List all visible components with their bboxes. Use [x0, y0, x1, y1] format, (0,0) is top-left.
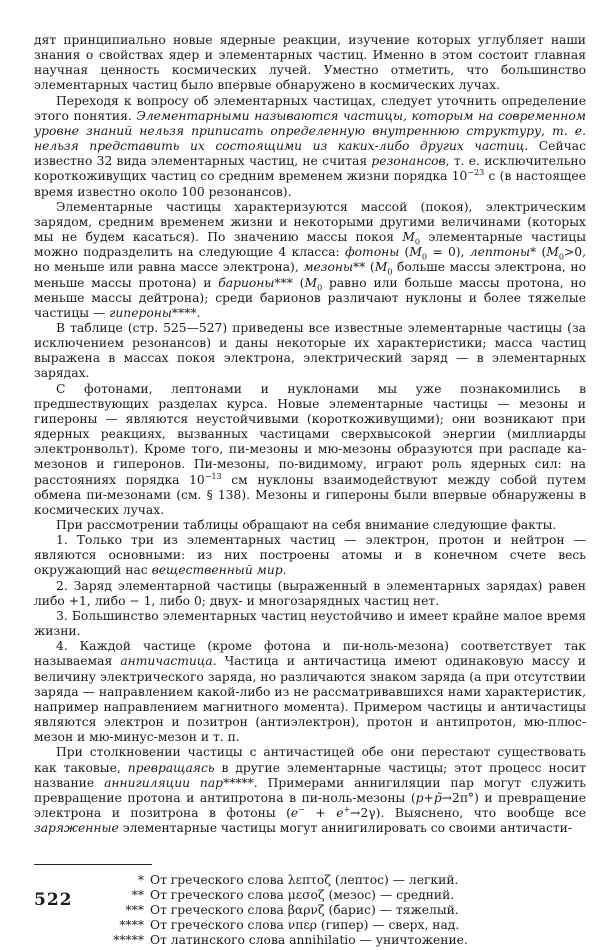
footnote — [74, 888, 586, 903]
italic-text: Элементарными называются частицы, которым на современном уровне знаний нельзя приписать определенную внутреннюю структуру, т. е. нельзя представить их состоящими из каких-либо других частиц. — [34, 108, 586, 154]
text-run: ****. — [171, 305, 201, 320]
text-run: 1. Только три из элементарных частиц — электрон, протон и нейтрон — являются основными: из них построены атомы и в конечном счете весь окружающий нас — [34, 533, 586, 578]
footnote-mark: *** — [125, 903, 144, 918]
italic-text: вещественный мир — [151, 563, 283, 578]
italic-text: мезоны — [303, 260, 354, 275]
italic-text: аннигиляции пар — [104, 775, 224, 790]
italic-text: e — [336, 805, 344, 820]
text-run: →2π°) и превращение электрона и позитрона в фотоны ( — [34, 790, 586, 820]
text-run: больше массы электрона, но меньше массы протона) и — [34, 260, 586, 290]
italic-text: M — [374, 260, 388, 275]
footnote-mark: ***** — [113, 933, 144, 948]
text-run: ** ( — [353, 260, 375, 275]
italic-text: гипероны — [109, 305, 172, 320]
italic-text: лептоны — [469, 245, 530, 260]
italic-text: p̃ — [433, 790, 442, 805]
superscript: −13 — [204, 471, 222, 481]
body-text — [34, 33, 586, 836]
italic-text: фотоны — [345, 245, 400, 260]
text-run: При рассмотрении таблицы обращают на себя внимание следующие факты. — [56, 518, 557, 532]
paragraph — [34, 33, 586, 94]
text-run: с (в настоящее время известно около 100 резонансов). — [34, 169, 586, 199]
paragraph — [34, 321, 586, 382]
text-run: + — [304, 805, 337, 820]
paragraph — [34, 94, 586, 200]
text-run: см нуклоны взаимодействуют между собой путем обмена пи-мезонами (см. § 138). Мезоны и гипероны были впервые обнаружены в космических лучах. — [34, 472, 587, 517]
italic-text: p — [415, 790, 424, 805]
text-run: *****. Примерами аннигиляции пар могут служить превращение протона и антипротона в пи-ноль-мезоны ( — [34, 775, 586, 805]
text-run: *** ( — [274, 275, 305, 290]
paragraph — [34, 533, 586, 578]
footnote-text: От греческого слова μεσοζ (мезос) — средний. — [150, 888, 455, 903]
text-run: В таблице (стр. 525—527) приведены все известные элементарные частицы (за исключением резонансов) и даны некоторые их характеристики; масса частиц выражена в массах покоя электрона, электрический заряд — в элементарных зарядах. — [34, 320, 586, 381]
text-run: элементарные частицы можно подразделить на следующие 4 класса: — [34, 230, 586, 260]
paragraph — [34, 639, 586, 745]
text-run: Элементарные частицы характеризуются массой (покоя), электрическим зарядом, средним временем жизни и некоторыми другими величинами (которых мы не будем касаться). По значению массы покоя — [34, 199, 586, 245]
paragraph — [34, 200, 586, 321]
italic-text: M — [546, 245, 559, 260]
subscript: 0 — [414, 237, 421, 247]
footnote — [74, 918, 586, 933]
text-run: 3. Большинство элементарных частиц неустойчиво и имеет крайне малое время жизни. — [34, 608, 586, 639]
footnotes — [74, 873, 586, 948]
text-run: ( — [399, 245, 410, 260]
italic-text: M — [409, 245, 422, 260]
superscript: −23 — [467, 168, 485, 178]
footnote-mark: ** — [131, 888, 144, 903]
italic-text: M — [304, 275, 318, 290]
text-run: При столкновении частицы с античастицей обе они перестают существовать как таковые, — [34, 745, 586, 775]
text-run: * ( — [530, 245, 547, 260]
italic-text: превращаясь — [127, 760, 215, 775]
italic-text: античастица — [120, 654, 213, 669]
text-run: элементарные частицы могут аннигилировать со своими античасти- — [118, 821, 573, 836]
superscript: + — [343, 804, 351, 814]
page-number: 522 — [34, 890, 73, 910]
footnote-mark: **** — [119, 918, 144, 933]
text-run: Сейчас известно 32 вида элементарных частиц, не считая — [34, 139, 586, 169]
footnote-divider — [34, 864, 152, 865]
footnote — [74, 933, 586, 948]
text-run: >0, но меньше или равна массе электрона), — [34, 245, 586, 275]
text-run: С фотонами, лептонами и нуклонами мы уже познакомились в предшествующих разделах курса. Новые элементарные частицы — мезоны и гипероны — являются неустойчивыми (короткоживущими); они возникают при ядерных реакциях, вызванных частицами сверхвысокой энергии (миллиарды электронвольт). Кроме того, пи-мезоны и мю-мезоны образуются при распаде ка-мезонов и гиперонов. Пи-мезоны, по-видимому, играют роль ядерных сил: на расстояниях порядка 10 — [34, 381, 586, 487]
text-run: 2. Заряд элементарной частицы (выраженный в элементарных зарядах) равен либо +1, либо − 1, либо 0; двух- и многозарядных частиц нет. — [34, 578, 586, 608]
text-run: в другие элементарные частицы; этот процесс носит название — [34, 760, 587, 790]
footnote — [74, 873, 586, 888]
paragraph — [34, 518, 586, 533]
italic-text: e — [290, 805, 299, 820]
footnote-text: От латинского слова annihilatio — уничтожение. — [150, 933, 468, 948]
footnote — [74, 903, 586, 918]
subscript: 0 — [387, 267, 393, 277]
subscript: 0 — [558, 252, 564, 262]
text-run: . — [282, 563, 287, 578]
text-run: Переходя к вопросу об элементарных частицах, следует уточнить определение этого понятия. — [34, 93, 586, 123]
paragraph — [34, 382, 586, 518]
footnote-text: От греческого слова λεπτοζ (лептос) — легкий. — [150, 873, 459, 888]
footnote-text: От греческого слова βαρνζ (барис) — тяжелый. — [150, 903, 459, 918]
italic-text: M — [402, 230, 415, 245]
text-run: равно или больше массы протона, но меньше массы дейтрона); среди барионов различают нуклоны и более тяжелые частицы — — [34, 275, 587, 320]
subscript: 0 — [421, 252, 428, 262]
text-run: →2γ). Выяснено, что вообще все — [350, 805, 586, 820]
text-run: 4. Каждой частице (кроме фотона и пи-ноль-мезона) соответствует так называемая — [34, 639, 586, 669]
text-run: дят принципиально новые ядерные реакции, изучение которых углубляет наши знания о свойствах ядер и элементарных частиц. Именно в этом состоит главная научная ценность космических лучей. Уместно отметить, что большинство элементарных частиц было впервые обнаружено в космических лучах. — [34, 33, 586, 93]
paragraph — [34, 609, 586, 639]
paragraph — [34, 745, 586, 836]
italic-text: резонансов — [371, 154, 446, 169]
text-run: . Частица и античастица имеют одинаковую массу и величину электрического заряда, но различаются знаком заряда (а при отсутствии заряда — направлением какой-либо из не рассматривавшихся нами характеристик, например направлением магнитного момента). Примером частицы и античастицы являются электрон и позитрон (антиэлектрон), протон и антипротон, мю-плюс-мезон и мю-минус-мезон и т. п. — [34, 654, 586, 745]
paragraph — [34, 579, 586, 609]
footnote-mark: * — [137, 873, 144, 888]
italic-text: барионы — [218, 275, 275, 290]
text-run: = 0), — [427, 245, 470, 260]
italic-text: заряженные — [34, 821, 119, 836]
text-run: + — [423, 790, 434, 805]
text-run: , т. е. исключительно короткоживущих частиц со средним временем жизни порядка 10 — [34, 154, 586, 184]
superscript: − — [298, 804, 305, 814]
footnote-text: От греческого слова νπερ (гипер) — сверх, над. — [150, 918, 460, 933]
subscript: 0 — [317, 282, 323, 292]
